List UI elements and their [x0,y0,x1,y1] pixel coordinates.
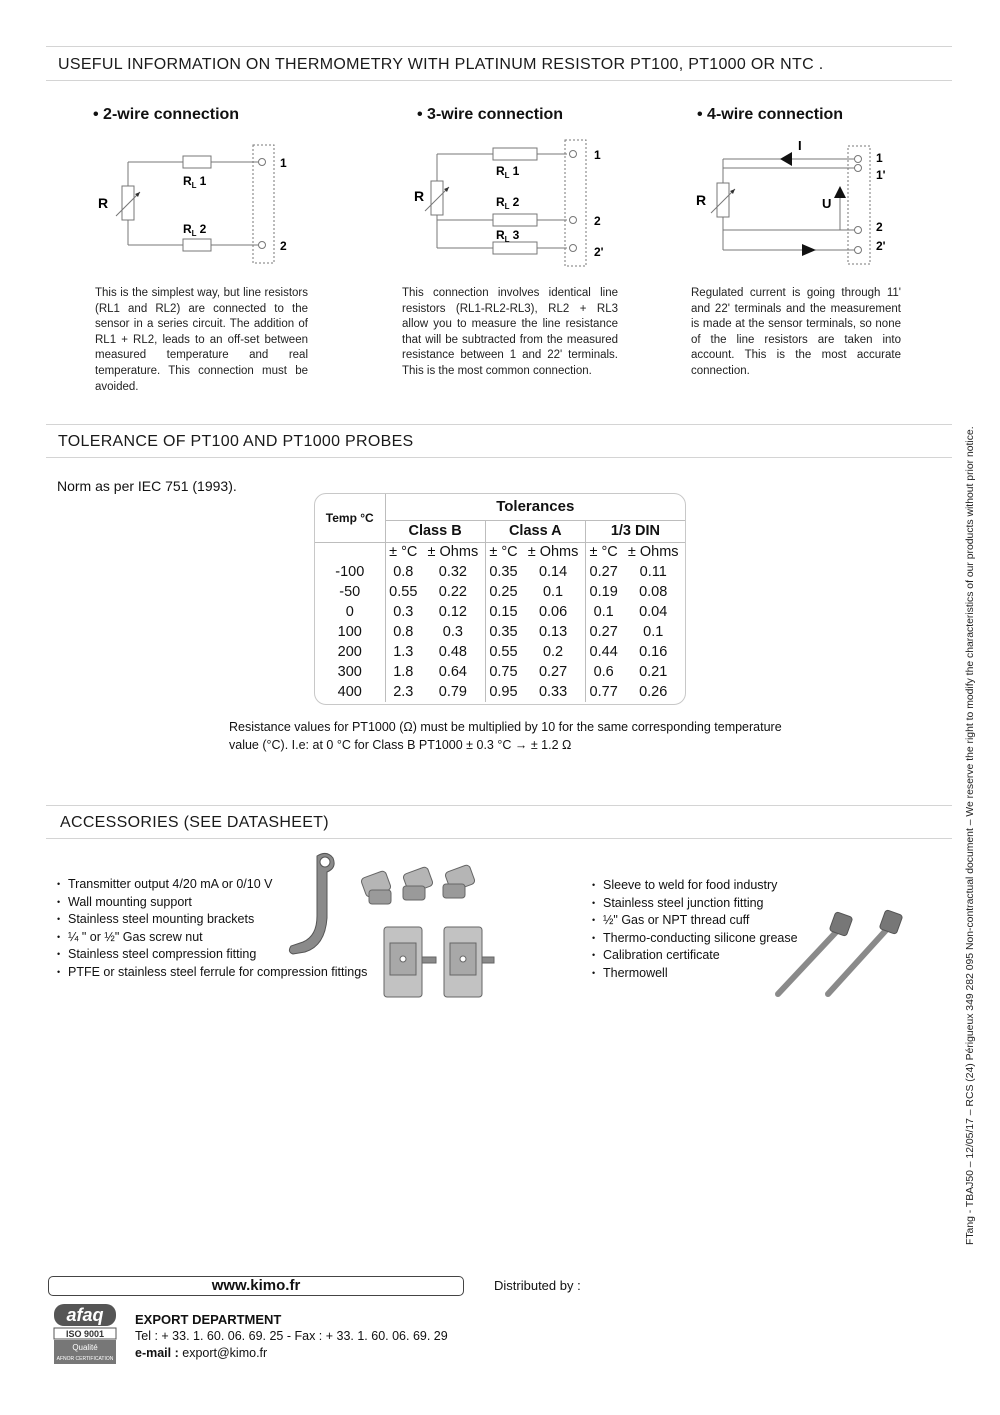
list-item [57,964,367,982]
list-item [592,877,798,895]
two-wire-title: • 2-wire connection [93,106,240,123]
divider [46,46,952,47]
four-wire-diagram [690,138,910,270]
tolerance-cell: 0.08 [639,584,668,600]
tolerance-cell: 0.12 [438,604,467,620]
tolerance-cell: 0.22 [438,584,467,600]
svg-text:I: I [798,138,802,153]
svg-text:1: 1 [594,148,601,162]
tolerance-cell: 0.44 [585,642,621,662]
table-row [315,602,685,622]
email-line: e-mail : export@kimo.fr [135,1346,268,1360]
bullet-icon: • [592,932,596,943]
email-link[interactable]: export@kimo.fr [182,1346,268,1360]
table-row [315,582,685,602]
accessory-label: Stainless steel mounting brackets [68,912,255,927]
list-item [592,947,798,965]
svg-text:U: U [822,196,832,211]
temp-cell: -100 [315,562,385,582]
divider [46,805,952,806]
bullet-icon: • [57,931,61,942]
svg-text:RL2: $R_L$ 2 [183,222,207,238]
divider [46,424,952,425]
svg-text:R: R [414,188,425,204]
list-item [592,912,798,930]
phone-fax: Tel : + 33. 1. 60. 06. 69. 25 - Fax : + 33. 1. 60. 06. 69. 29 [135,1329,448,1343]
accessory-label: Thermo-conducting silicone grease [603,930,798,945]
temp-cell: 0 [315,602,385,622]
tolerance-cell: 0.8 [393,564,414,580]
export-contact [135,1311,448,1362]
tolerance-cell: 0.14 [538,564,568,580]
tolerance-cell: 0.27 [538,664,568,680]
accessories-heading: ACCESSORIES (SEE DATASHEET) [60,814,329,831]
voltage-arrow-icon [834,186,846,198]
resistor-label: R [98,195,109,211]
four-wire-description: Regulated current is going through 11' and 22' terminals and the measurement is made at the sensor terminals, so none of the line resistors are taken into account. This is the most accurate connection. [691,287,901,377]
svg-text:2: 2 [280,239,287,253]
tolerance-cell: 0.64 [438,664,467,680]
tolerance-cell: 0.3 [442,624,463,640]
bullet-icon: • [57,914,61,925]
compression-fittings-image [355,860,485,912]
bullet-icon: • [592,967,596,978]
svg-text:AFNOR CERTIFICATION: AFNOR CERTIFICATION [56,1356,114,1362]
temp-cell: 400 [315,682,385,702]
useful-info-heading: USEFUL INFORMATION ON THERMOMETRY WITH PLATINUM RESISTOR PT100, PT1000 OR NTC . [58,56,824,73]
temp-cell: -50 [315,582,385,602]
table-row [315,622,685,642]
svg-text:ISO 9001: ISO 9001 [65,1329,105,1339]
list-item [592,930,798,948]
temp-cell: 100 [315,622,385,642]
bullet-icon: • [57,879,61,889]
list-item [592,895,798,913]
temp-header: Temp °C [315,494,385,542]
accessory-label: Sleeve to weld for food industry [603,878,778,892]
tolerance-cell: 0.25 [485,582,521,602]
tolerance-cell: 0.32 [438,564,467,580]
temp-cell: 300 [315,662,385,682]
tolerance-cell: 0.13 [538,624,568,640]
accessory-label: Wall mounting support [68,894,192,909]
tolerance-cell: 0.48 [438,644,467,660]
table-row [315,642,685,662]
svg-text:2': 2' [594,245,604,259]
table-row [315,682,685,702]
tolerance-heading: TOLERANCE OF PT100 AND PT1000 PROBES [58,433,414,450]
tolerance-cell: 0.15 [485,602,521,622]
bullet-icon: • [57,949,61,960]
svg-text:2: 2 [594,214,601,228]
accessory-label: Stainless steel compression fitting [68,947,257,962]
svg-text:1: 1 [876,151,883,165]
tolerances-header: Tolerances [385,494,685,520]
tolerance-cell: 0.6 [585,662,621,682]
tolerance-cell: 0.1 [585,602,621,622]
svg-text:Qualité: Qualité [72,1343,98,1352]
distributed-by-label: Distributed by : [494,1278,581,1293]
accessory-label: Stainless steel junction fitting [603,895,764,910]
unit-header: ± °C [485,542,521,562]
return-arrow-icon [802,244,816,256]
tolerance-cell: 0.11 [639,564,667,580]
accessory-label: Transmitter output 4/20 mA or 0/10 V [68,877,273,891]
four-wire-title: • 4-wire connection [697,106,844,123]
tolerance-cell: 1.8 [393,664,414,680]
two-wire-description: This is the simplest way, but line resistors (RL1 and RL2) are connected to the sensor in a series circuit. The addition of RL1 + RL2, leads to an off-set between measured temperature and real temperature. This connection must be avoided. [95,287,308,393]
svg-text:R: R [696,192,707,208]
svg-text:2: 2 [876,220,883,234]
two-wire-diagram [90,140,310,270]
afaq-logo [52,1302,118,1366]
unit-header: ± Ohms [427,544,479,561]
unit-header: ± Ohms [627,544,679,561]
tolerance-cell: 0.33 [538,684,568,700]
list-item [592,965,798,983]
svg-text:RL1: $R_L$ 1 [496,164,520,180]
tolerance-table [314,493,686,705]
tolerance-cell: 0.06 [538,604,568,620]
bullet-icon: • [592,915,596,926]
tolerance-cell: 0.55 [485,642,521,662]
tolerance-cell: 0.1 [643,624,664,640]
tolerance-cell: 0.95 [485,682,521,702]
svg-text:afaq: afaq [66,1305,104,1325]
divider [46,457,952,458]
three-wire-diagram [405,138,625,270]
class-header: 1/3 DIN [585,520,685,542]
table-row [315,662,685,682]
website-link[interactable]: www.kimo.fr [48,1276,464,1296]
tolerance-cell: 0.27 [585,622,621,642]
three-wire-description: This connection involves identical line resistors (RL1-RL2-RL3), RL2 + RL3 allow you to measure the line resistance that will be subtracted from the measured resistance between 1 and 22' terminals. This is the most common connection. [402,287,618,377]
svg-text:1: 1 [280,156,287,170]
tolerance-cell: 0.35 [485,562,521,582]
tolerance-cell: 1.3 [393,644,414,660]
unit-header: ± Ohms [527,544,579,561]
accessories-right-list [592,877,798,983]
class-header: Class B [385,520,485,542]
svg-text:RL2: $R_L$ 2 [496,195,520,211]
tolerance-cell: 0.27 [585,562,621,582]
unit-header: ± °C [389,544,418,561]
divider [46,80,952,81]
tolerance-cell: 0.16 [639,644,668,660]
three-wire-title: • 3-wire connection [417,106,564,123]
svg-text:1': 1' [876,168,886,182]
tolerance-cell: 0.2 [542,644,564,660]
tolerance-cell: 0.75 [485,662,521,682]
tolerance-cell: 0.79 [438,684,467,700]
tolerance-cell: 0.04 [639,604,668,620]
tolerance-cell: 0.77 [585,682,621,702]
tolerance-cell: 0.19 [585,582,621,602]
accessory-label: Calibration certificate [603,948,720,963]
table-row [315,562,685,582]
tolerance-cell: 0.21 [639,664,668,680]
bullet-icon: • [57,896,61,907]
mounting-brackets-image [378,923,498,1001]
accessory-label: ¼ " or ½" Gas screw nut [68,929,203,944]
divider [46,838,952,839]
legal-side-note: FTang - TBAJ50 – 12/05/17 – RCS (24) Périgueux 349 282 095 Non-contractual document – We reserve the right to modify the characteristics of our products without prior notice. [965,426,976,1245]
wall-mounting-bracket-image [285,848,345,960]
bullet-icon: • [57,966,61,977]
tolerance-cell: 0.1 [542,584,564,600]
bullet-icon: • [592,897,596,908]
current-arrow-icon [780,152,792,166]
accessory-label: PTFE or stainless steel ferrule for compression fittings [68,964,368,979]
class-header: Class A [485,520,585,542]
norm-text: Norm as per IEC 751 (1993). [57,478,237,494]
tolerance-cell: 2.3 [393,684,414,700]
bullet-icon: • [592,880,596,890]
temp-cell: 200 [315,642,385,662]
svg-text:2': 2' [876,239,886,253]
export-department-title: EXPORT DEPARTMENT [135,1312,282,1327]
tolerance-cell: 0.35 [485,622,521,642]
tolerance-cell: 0.26 [639,684,668,700]
accessory-label: Thermowell [603,965,668,980]
thermowell-image [770,908,920,1000]
tolerance-cell: 0.8 [393,624,414,640]
tolerance-cell: 0.55 [389,584,418,600]
accessory-label: ½" Gas or NPT thread cuff [603,913,750,928]
svg-text:RL1: $R_L$ 1 [183,174,207,190]
pt1000-note: Resistance values for PT1000 (Ω) must be multiplied by 10 for the same corresponding temperature value (°C). I.e: at 0 °C for Class B PT1000 ± 0.3 °C → ± 1.2 Ω [229,720,782,752]
tolerance-cell: 0.3 [393,604,414,620]
svg-text:RL3: $R_L$ 3 [496,228,520,244]
bullet-icon: • [592,950,596,961]
unit-header: ± °C [585,542,621,562]
